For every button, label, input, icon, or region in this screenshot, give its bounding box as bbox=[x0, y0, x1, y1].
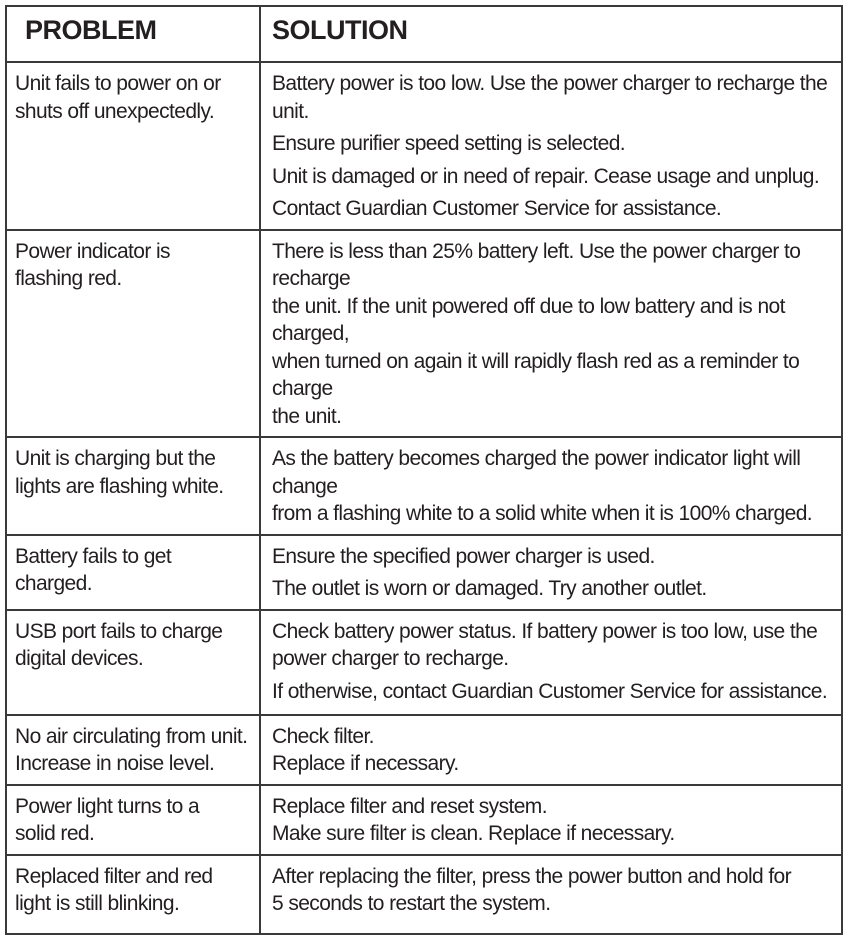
solution-cell bbox=[260, 62, 842, 230]
solution-paragraph bbox=[272, 863, 837, 918]
problem-text-line: lights are flashing white. bbox=[15, 474, 224, 498]
problem-text-line: Power light turns to a bbox=[15, 794, 200, 818]
solution-text-line: the unit. If the unit powered off due to low battery and is not charged, bbox=[272, 294, 785, 345]
solution-paragraph bbox=[272, 70, 837, 125]
solution-text-line: If otherwise, contact Guardian Customer Service for assistance. bbox=[272, 679, 828, 703]
solution-text-line: Replace if necessary. bbox=[272, 752, 459, 775]
solution-paragraph bbox=[272, 445, 837, 528]
solution-column-header: SOLUTION bbox=[260, 6, 842, 62]
solution-text-line: After replacing the filter, press the power button and hold for bbox=[272, 864, 792, 888]
solution-text-line: the unit. bbox=[272, 404, 342, 428]
solution-text-line: Replace filter and reset system. bbox=[272, 794, 547, 818]
solution-cell bbox=[260, 855, 842, 934]
solution-text-line: when turned on again it will rapidly flash red as a reminder to charge bbox=[272, 349, 800, 400]
solution-paragraph bbox=[272, 618, 837, 673]
problem-cell bbox=[6, 230, 260, 438]
table-row bbox=[6, 62, 842, 230]
table-row bbox=[6, 437, 842, 535]
solution-cell bbox=[260, 230, 842, 438]
problem-text-line: shuts off unexpectedly. bbox=[15, 99, 215, 123]
problem-text-line: Battery fails to get charged. bbox=[15, 544, 172, 595]
solution-paragraph bbox=[272, 723, 837, 778]
solution-text-line: Check filter. bbox=[272, 724, 374, 748]
solution-text-line: power charger to recharge. bbox=[272, 647, 509, 670]
troubleshooting-table bbox=[5, 5, 843, 935]
problem-cell bbox=[6, 715, 260, 785]
table-row bbox=[6, 785, 842, 855]
problem-cell bbox=[6, 62, 260, 230]
solution-text-line: Ensure the specified power charger is used. bbox=[272, 544, 655, 568]
table-row bbox=[6, 535, 842, 610]
problem-text-line: Replaced filter and red bbox=[15, 864, 213, 888]
table-row bbox=[6, 855, 842, 934]
table-header-row bbox=[6, 6, 842, 62]
solution-text-line: 5 seconds to restart the system. bbox=[272, 892, 551, 915]
solution-paragraph bbox=[272, 543, 837, 571]
solution-cell bbox=[260, 437, 842, 535]
solution-paragraph bbox=[272, 678, 837, 706]
table-row bbox=[6, 230, 842, 438]
problem-text-line: No air circulating from unit. bbox=[15, 724, 248, 748]
problem-text-line: flashing red. bbox=[15, 267, 122, 290]
problem-text-line: solid red. bbox=[15, 822, 95, 845]
solution-paragraph bbox=[272, 163, 837, 191]
problem-text-line: Unit fails to power on or bbox=[15, 72, 221, 95]
problem-cell bbox=[6, 437, 260, 535]
solution-paragraph bbox=[272, 575, 837, 603]
solution-cell bbox=[260, 715, 842, 785]
solution-paragraph bbox=[272, 238, 837, 431]
solution-text-line: Ensure purifier speed setting is selected. bbox=[272, 132, 626, 155]
table-row bbox=[6, 715, 842, 785]
solution-text-line: Make sure filter is clean. Replace if necessary. bbox=[272, 822, 675, 845]
problem-text-line: digital devices. bbox=[15, 647, 144, 670]
solution-cell bbox=[260, 610, 842, 715]
solution-cell bbox=[260, 785, 842, 855]
problem-column-header: PROBLEM bbox=[6, 6, 260, 62]
solution-paragraph bbox=[272, 793, 837, 848]
solution-cell bbox=[260, 535, 842, 610]
problem-text-line: Increase in noise level. bbox=[15, 752, 215, 775]
solution-text-line: Battery power is too low. Use the power charger to recharge the unit. bbox=[272, 72, 828, 123]
problem-cell bbox=[6, 610, 260, 715]
problem-cell bbox=[6, 535, 260, 610]
problem-text-line: Unit is charging but the bbox=[15, 447, 216, 470]
problem-text-line: USB port fails to charge bbox=[15, 619, 223, 643]
solution-text-line: There is less than 25% battery left. Use the power charger to recharge bbox=[272, 239, 801, 290]
solution-text-line: from a flashing white to a solid white when it is 100% charged. bbox=[272, 502, 813, 525]
solution-text-line: Check battery power status. If battery power is too low, use the bbox=[272, 619, 818, 643]
problem-cell bbox=[6, 855, 260, 934]
problem-cell bbox=[6, 785, 260, 855]
problem-text-line: Power indicator is bbox=[15, 239, 170, 263]
solution-text-line: The outlet is worn or damaged. Try another outlet. bbox=[272, 577, 707, 600]
solution-text-line: Unit is damaged or in need of repair. Cease usage and unplug. bbox=[272, 164, 820, 188]
table-row bbox=[6, 610, 842, 715]
table-body bbox=[6, 62, 842, 934]
solution-paragraph bbox=[272, 130, 837, 158]
solution-text-line: As the battery becomes charged the power indicator light will change bbox=[272, 447, 801, 498]
solution-paragraph bbox=[272, 195, 837, 223]
solution-text-line: Contact Guardian Customer Service for assistance. bbox=[272, 197, 722, 220]
problem-text-line: light is still blinking. bbox=[15, 892, 180, 915]
